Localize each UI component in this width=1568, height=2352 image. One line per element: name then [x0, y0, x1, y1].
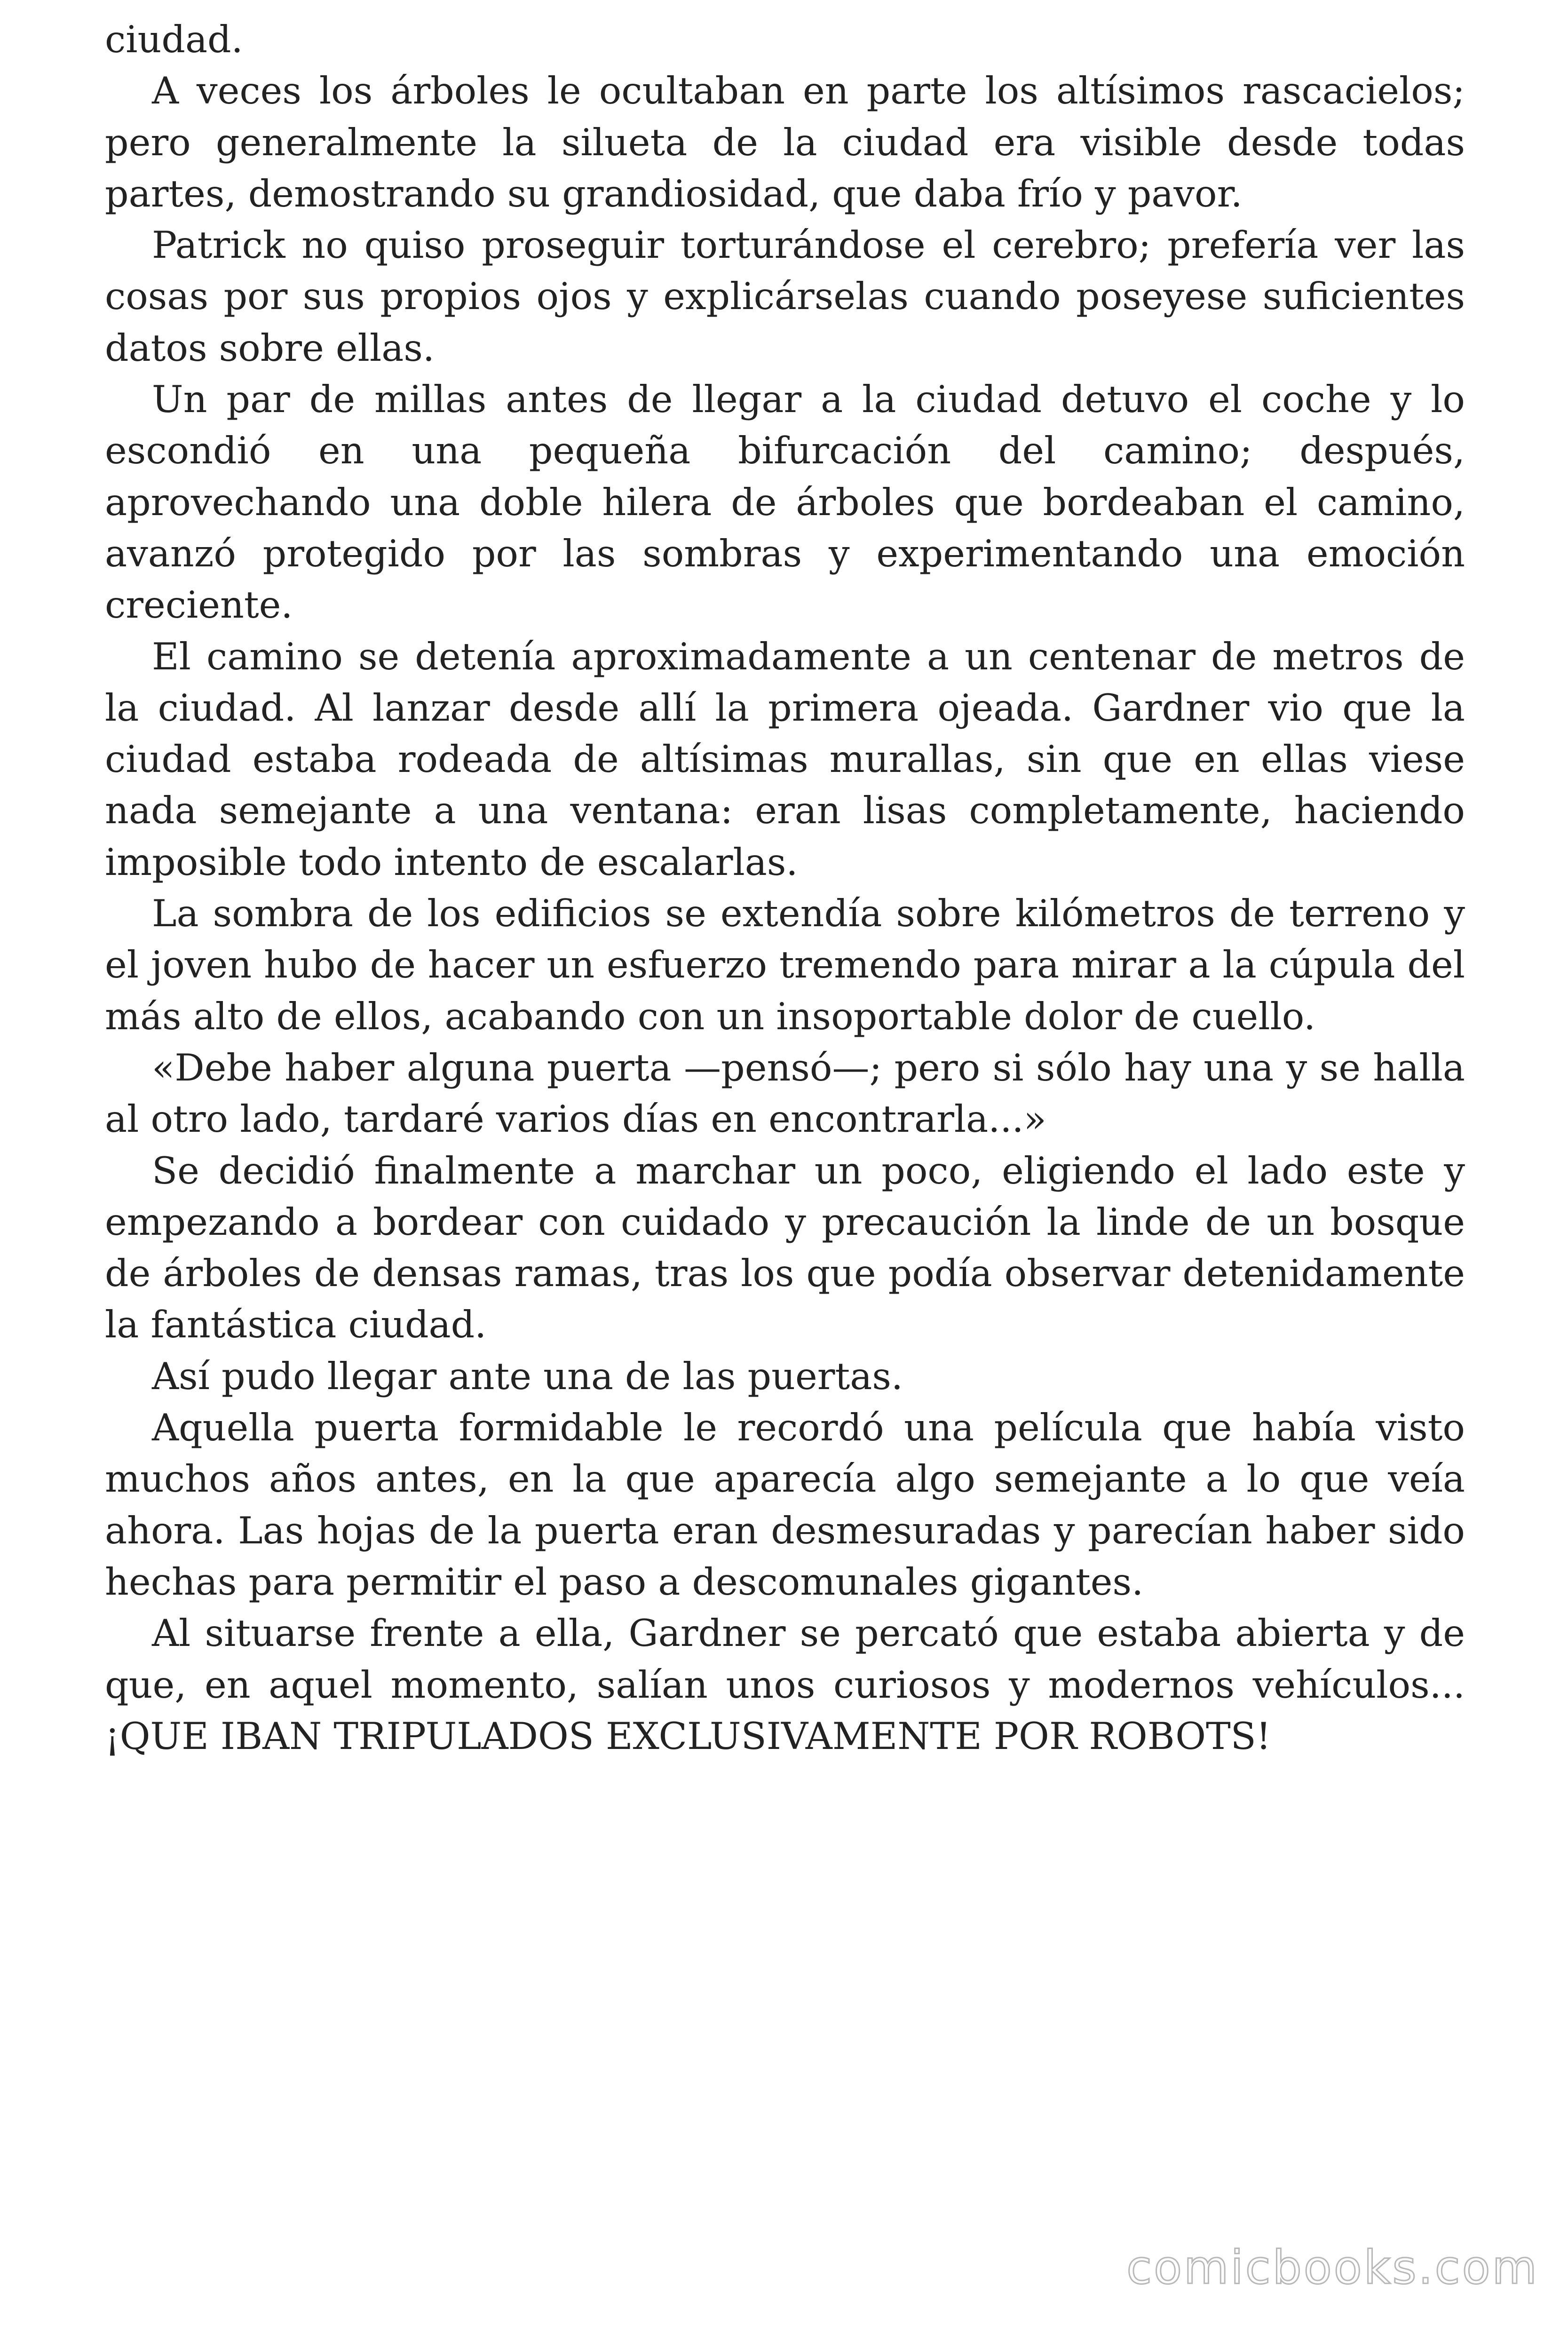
paragraph-3: Patrick no quiso proseguir torturándose el cerebro; prefería ver las cosas por sus propios ojos y explicárselas cuando poseyese suficientes datos sobre ellas. [105, 223, 1465, 370]
paragraph-6: La sombra de los edificios se extendía sobre kilómetros de terreno y el joven hubo de hacer un esfuerzo tremendo para mirar a la cúpula del más alto de ellos, acabando con un insoportable dolor de cuello. [105, 892, 1465, 1038]
paragraph-5: El camino se detenía aproximadamente a un centenar de metros de la ciudad. Al lanzar desde allí la primera ojeada. Gardner vio que la ciudad estaba rodeada de altísimas murallas, sin que en ellas viese nada semejante a una ventana: eran lisas completamente, haciendo imposible todo intento de escalarlas. [105, 635, 1465, 884]
paragraph-1: ciudad. [105, 18, 243, 61]
body-text [105, 14, 1465, 1762]
paragraph-4: Un par de millas antes de llegar a la ciudad detuvo el coche y lo escondió en una pequeña bifurcación del camino; después, aprovechando una doble hilera de árboles que bordeaban el camino, avanzó protegido por las sombras y experimentando una emoción creciente. [105, 378, 1465, 627]
paragraph-9: Así pudo llegar ante una de las puertas. [152, 1354, 903, 1398]
paragraph-2: A veces los árboles le ocultaban en parte los altísimos rascacielos; pero generalmente la silueta de la ciudad era visible desde todas partes, demostrando su grandiosidad, que daba frío y pavor. [105, 69, 1465, 215]
paragraph-11: Al situarse frente a ella, Gardner se percató que estaba abierta y de que, en aquel momento, salían unos curiosos y modernos vehículos... ¡QUE IBAN TRIPULADOS EXCLUSIVAMENTE POR ROBOTS! [105, 1612, 1465, 1758]
paragraph-10: Aquella puerta formidable le recordó una película que había visto muchos años antes, en la que aparecía algo semejante a lo que veía ahora. Las hojas de la puerta eran desmesuradas y parecían haber sido hechas para permitir el paso a descomunales gigantes. [105, 1406, 1465, 1604]
paragraph-7: «Debe haber alguna puerta —pensó—; pero si sólo hay una y se halla al otro lado, tardaré varios días en encontrarla...» [105, 1046, 1465, 1141]
paragraph-8: Se decidió finalmente a marchar un poco, eligiendo el lado este y empezando a bordear con cuidado y precaución la linde de un bosque de árboles de densas ramas, tras los que podía observar detenidamente la fantástica ciudad. [105, 1149, 1465, 1347]
watermark: comicbooks.com [1126, 2241, 1539, 2295]
